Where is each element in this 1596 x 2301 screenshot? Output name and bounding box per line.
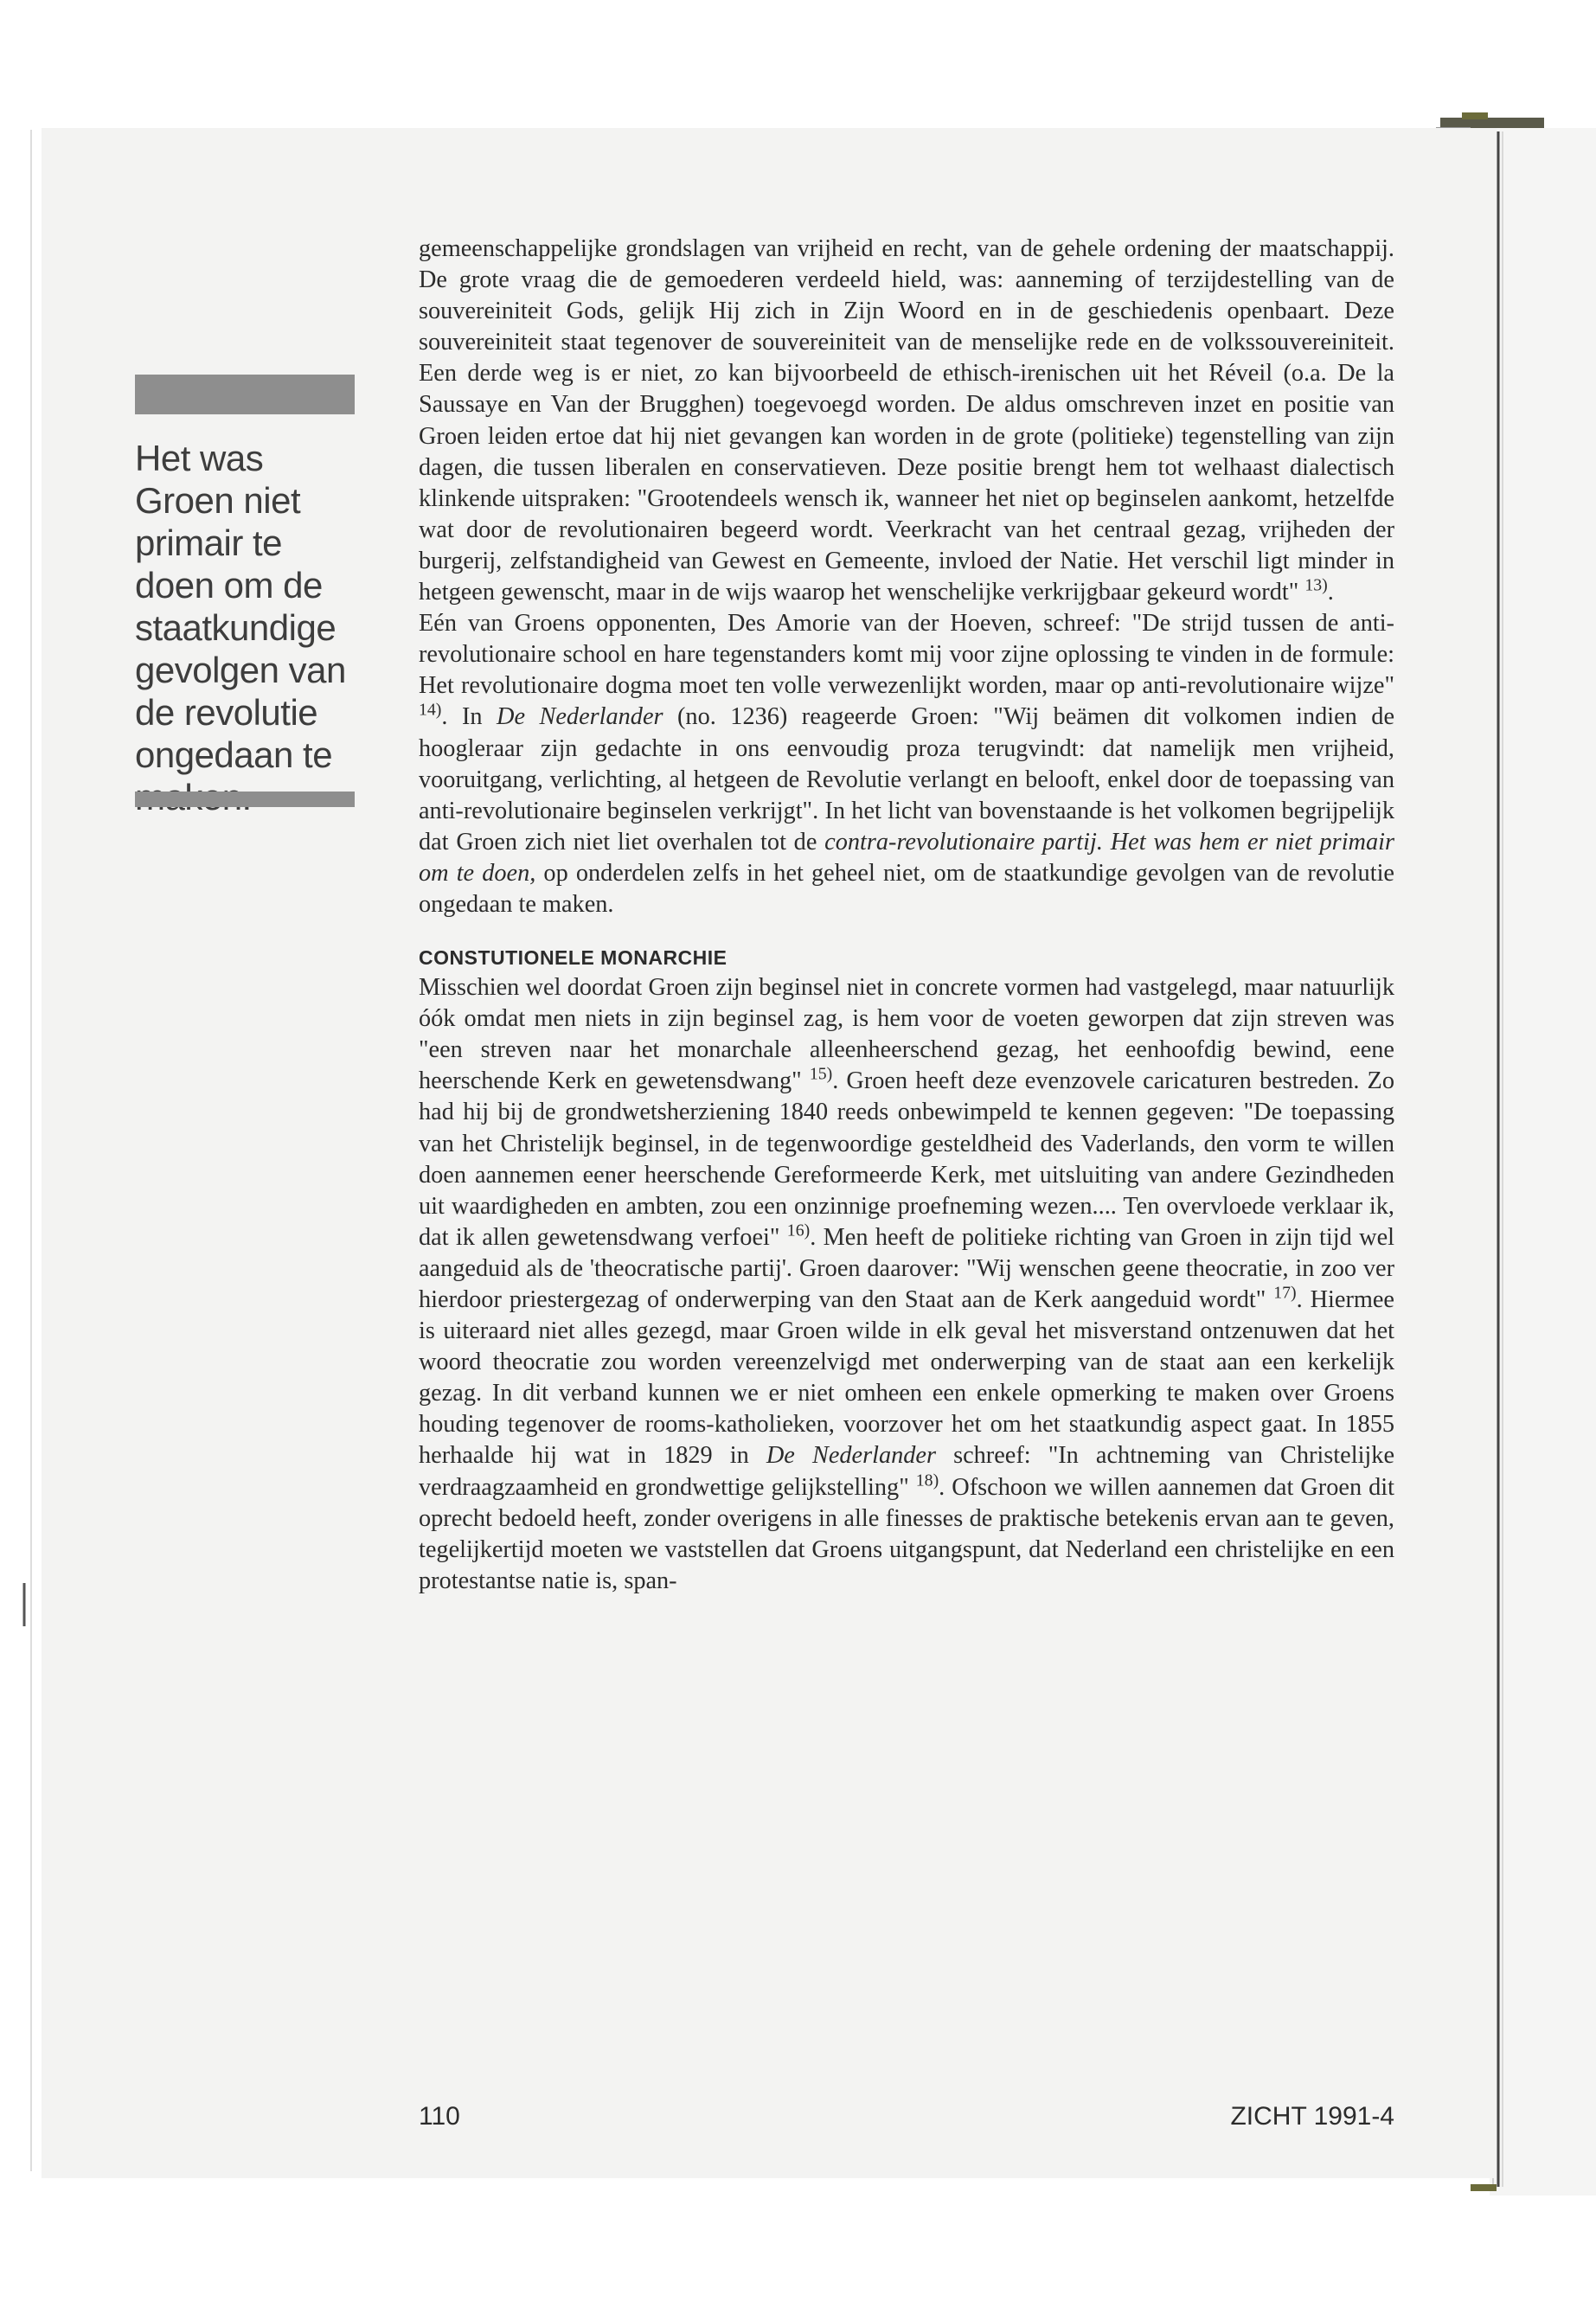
text-segment: . Hiermee is uiteraard niet alles gezegd, maar Groen wilde in elk geval het misverstand ontzenuwen dat het woord theocratie zou worden vereenzelvigd met onderwerping van de staat aan een kerkelijk gezag. In dit verband kunnen we er niet omheen een enkele opmerking te maken over Groens houding tegenover de rooms-katholieken, voorzover het om het staatkundig aspect gaat. In 1855 herhaalde hij wat in 1829 in — [419, 1286, 1394, 1470]
pull-quote: Het was Groen niet primair te doen om de staatkundige gevolgen van de revolutie ongedaan te — [135, 438, 346, 775]
pull-quote-bottom-bar — [135, 792, 355, 807]
heading-text: CONSTUTIONELE MONARCHIE — [419, 946, 727, 970]
text-segment: Eén van Groens opponenten, Des Amorie van der Hoeven, schreef: "De strijd tussen de anti-revolutionaire school en hare tegenstanders komt mij voor zijne oplossing te vinden in de formule: Het revolutionaire dogma moet ten volle verwezenlijkt worden, maar op anti-revolutionaire wijze" — [419, 610, 1394, 700]
text-segment: . In — [441, 703, 497, 731]
footnote-ref: 18) — [915, 1471, 939, 1490]
body-paragraph — [419, 972, 1394, 1597]
left-page-edge — [24, 130, 31, 2171]
footnote-ref: 17) — [1273, 1283, 1297, 1303]
text-segment: . — [1327, 579, 1334, 606]
footnote-ref: 15) — [809, 1064, 833, 1084]
text-segment: schreef: "In achtneming van Christelijke verdraagzaamheid en grondwettige gelijkstelling" — [419, 1442, 1394, 1501]
page-number: 110 — [419, 2102, 460, 2131]
text-segment — [1103, 829, 1111, 856]
text-segment: Misschien wel doordat Groen zijn beginsel niet in concrete vormen had vastgelegd, maar natuurlijk óók omdat men niets in zijn beginsel zag, is hem voor de voeten geworpen dat zijn streven was "een streven naar het monarchale alleenheerschend gezag, het eenhoofdig bewind, eene heerschende Kerk en gewetensdwang" — [419, 974, 1394, 1095]
journal-issue: ZICHT 1991-4 — [1230, 2102, 1394, 2131]
footnote-ref: 14) — [419, 700, 442, 720]
pull-quote-top-bar — [135, 375, 355, 414]
italic-text: Het was hem er niet primair om te doen, — [419, 828, 1395, 887]
text-segment: gemeenschappelijke grondslagen van vrijheid en recht, van de gehele ordening der maatschappij. De grote vraag die de gemoederen verdeeld hield, was: aanneming of terzijdestelling van de souvereiniteit Gods, gelijk Hij zich in Zijn Woord en in de geschiedenis openbaart. Deze souvereiniteit staat tegenover de souvereiniteit van de menselijke rede en de volkssouvereiniteit. Een derde weg is er niet, zo kan bijvoorbeeld de ethisch-irenischen uit het Réveil (o.a. De la Saussaye en Van der Brugghen) toegevoegd worden. De aldus omschreven inzet en positie van Groen leiden ertoe dat hij niet gevangen kan worden in de grote (politieke) tegenstelling van zijn dagen, die tussen liberalen en conservatieven. Deze positie brengt hem tot welhaast dialectisch klinkende uitspraken: "Grootendeels wensch ik, wanneer het niet op beginselen aankomt, hetzelfde wat door de revolutionairen begeerd wordt. Veerkracht van het centraal gezag, vrijheden der burgerij, zelfstandigheid van Gewest en Gemeente, invloed der Natie. Het verschil ligt minder in hetgeen gewenscht, maar in de wijs waarop het wenschelijke verkrijgbaar gekeurd wordt" — [419, 235, 1394, 606]
text-segment: . Ofschoon we willen aannemen dat Groen dit oprecht bedoeld heeft, zonder overigens in alle finesses de praktische betekenis ervan aan te geven, tegelijkertijd moeten we vaststellen dat Groens uitgangspunt, dat Nederland een christelijke en een protestantse natie is, span- — [419, 1473, 1394, 1594]
italic-text: De Nederlander — [497, 703, 663, 731]
text-segment: . Groen heeft deze evenzovele caricaturen bestreden. Zo had hij bij de grondwetsherziening 1840 reeds onbewimpeld te kennen gegeven: "De toepassing van het Christelijk beginsel, in de tegenwoordige gesteldheid des Vaderlands, den vorm te willen doen aannemen eener heerschende Gereformeerde Kerk, met uitsluiting van andere Gezindheden uit waardigheden en ambten, zou een onzinnige proefneming wezen.... Ten overvloede verklaar ik, dat ik allen gewetensdwang verfoei" — [419, 1067, 1394, 1251]
footnote-ref: 13) — [1304, 575, 1328, 595]
article-body — [419, 234, 1394, 1597]
footnote-ref: 16) — [786, 1221, 811, 1240]
italic-text: contra-revolutionaire partij. — [824, 828, 1103, 856]
italic-text: De Nederlander — [766, 1442, 936, 1470]
text-segment: op onderdelen zelfs in het geheel niet, om de staatkundige gevolgen van de revolutie ongedaan te maken. — [419, 859, 1394, 918]
body-paragraph — [419, 608, 1394, 920]
text-segment: (no. 1236) reageerde Groen: "Wij beämen dit volkomen indien de hoogleraar zijn gedachte in ons eenvoudig proza terugvindt: dat namelijk men vrijheid, vooruitgang, verlichting, al hetgeen de Revolutie verlangt en belooft, enkel door de toepassing van anti-revolutionaire beginselen verkrijgt". In het licht van bovenstaande is het volkomen begrijpelijk dat Groen zich niet liet overhalen tot de — [419, 703, 1395, 856]
text-segment: . Men heeft de politieke richting van Groen in zijn tijd wel aangeduid als de 'theocratische partij'. Groen daarover: "Wij wenschen geene theocratie, in zoo ver hierdoor priestergezag of onderwerping van den Staat aan de Kerk aangeduid wordt" — [419, 1223, 1395, 1313]
body-paragraph — [419, 234, 1394, 608]
section-heading — [419, 945, 1394, 971]
